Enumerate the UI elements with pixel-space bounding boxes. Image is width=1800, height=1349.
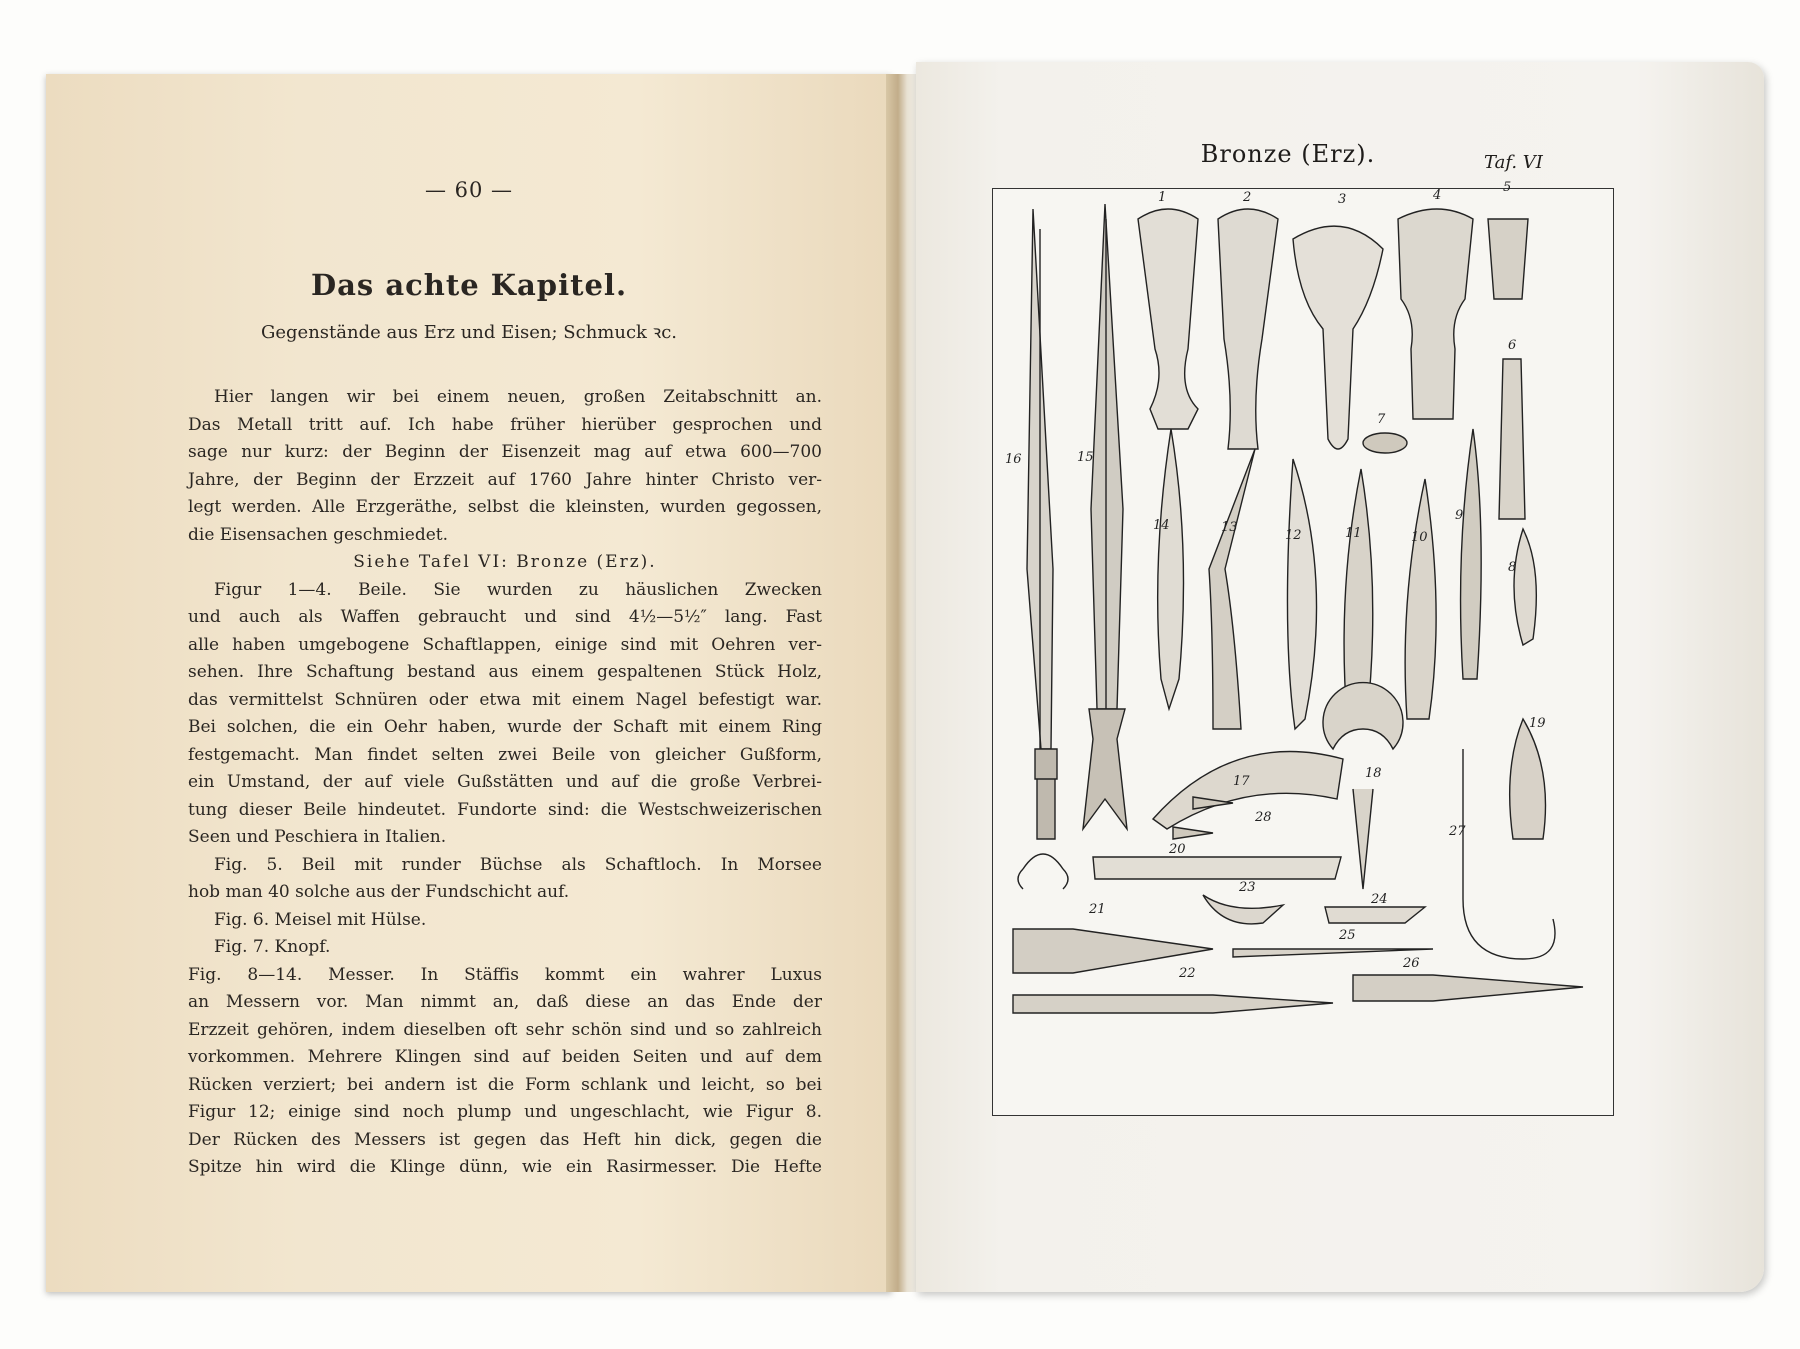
text-line: und auch als Waffen gebraucht und sind 4½—5½″ lang. Fast xyxy=(188,607,822,627)
spear-26 xyxy=(1353,975,1583,1001)
text-line: Das Metall tritt auf. Ich habe früher hierüber gesprochen und xyxy=(188,414,822,435)
fig-number: 25 xyxy=(1339,928,1356,943)
socketed-axe-5 xyxy=(1488,219,1528,299)
fig-number: 26 xyxy=(1403,956,1420,971)
razor-23 xyxy=(1203,895,1283,924)
chapter-subtitle: Gegenstände aus Erz und Eisen; Schmuck ꝛc. xyxy=(260,322,678,343)
fig-number: 12 xyxy=(1285,528,1302,543)
spearhead-19 xyxy=(1510,719,1546,839)
text-line: die Eisensachen geschmiedet. xyxy=(188,524,449,545)
fig-number: 27 xyxy=(1449,824,1466,839)
fig-number: 28 xyxy=(1255,810,1272,825)
fig-number: 17 xyxy=(1233,774,1250,789)
fig-number: 9 xyxy=(1455,508,1464,523)
fig-number: 21 xyxy=(1089,902,1106,917)
fig-number: 2 xyxy=(1243,190,1252,205)
bronze-plate-illustration xyxy=(992,180,1614,1116)
text-line: Fig. 7. Knopf. xyxy=(214,937,331,957)
left-page xyxy=(46,74,892,1292)
text-line: Erzzeit gehören, indem dieselben oft sehr schön sind und so zahlreich xyxy=(188,1019,822,1040)
text-line: Fig. 5. Beil mit runder Büchse als Schaftloch. In Morsee xyxy=(214,854,822,875)
fig-number: 13 xyxy=(1221,520,1238,535)
axe-3 xyxy=(1293,226,1383,449)
plate-tag: Taf. VI xyxy=(1484,152,1543,173)
fig-number: 20 xyxy=(1169,842,1186,857)
text-line: Spitze hin wird die Klinge dünn, wie ein Rasirmesser. Die Hefte xyxy=(188,1157,822,1177)
text-line: hob man 40 solche aus der Fundschicht auf. xyxy=(188,882,570,902)
text-line: an Messern vor. Man nimmt an, daß diese an das Ende der xyxy=(188,992,822,1012)
fig-number: 6 xyxy=(1508,338,1517,353)
axe-1 xyxy=(1138,209,1198,429)
fig-number: 24 xyxy=(1371,892,1388,907)
knife-9 xyxy=(1461,429,1482,679)
chisel-6 xyxy=(1499,359,1525,519)
text-line: Figur 1—4. Beile. Sie wurden zu häuslichen Zwecken xyxy=(214,579,822,600)
knife-11 xyxy=(1344,469,1373,719)
text-line: vorkommen. Mehrere Klingen sind auf beiden Seiten und auf dem xyxy=(188,1047,822,1067)
text-line: Bei solchen, die ein Oehr haben, wurde der Schaft mit einem Ring xyxy=(188,717,822,737)
plate-drawing xyxy=(993,180,1613,1115)
text-line: Rücken verziert; bei andern ist die Form schlank und leicht, so bei xyxy=(188,1074,822,1095)
text-line: Fig. 6. Meisel mit Hülse. xyxy=(214,909,427,930)
text-line: tung dieser Beile hindeutet. Fundorte sind: die Westschweizerischen xyxy=(188,799,822,820)
body-text xyxy=(188,384,822,1182)
text-line: alle haben umgebogene Schaftlappen, einige sind mit Oehren ver- xyxy=(188,634,822,655)
plate-title: Bronze (Erz). xyxy=(1200,140,1376,168)
text-line: Jahre, der Beginn der Erzzeit auf 1760 Jahre hinter Christo ver- xyxy=(188,469,822,490)
knife-10 xyxy=(1405,479,1436,719)
fig-number: 7 xyxy=(1377,412,1386,427)
text-line: Siehe Tafel VI: Bronze (Erz). xyxy=(353,552,657,572)
text-line: Fig. 8—14. Messer. In Stäffis kommt ein wahrer Luxus xyxy=(188,964,822,985)
text-line: sehen. Ihre Schaftung bestand aus einem gespaltenen Stück Holz, xyxy=(188,662,822,682)
fig-number: 1 xyxy=(1158,190,1167,205)
sickle-17 xyxy=(1153,752,1343,830)
button-7 xyxy=(1363,433,1407,453)
axe-4 xyxy=(1398,209,1473,419)
text-line: festgemacht. Man findet selten zwei Beile von gleicher Gußform, xyxy=(188,744,822,765)
spear-22 xyxy=(1013,995,1333,1013)
fig-number: 23 xyxy=(1239,880,1256,895)
knife-8 xyxy=(1514,529,1536,645)
fig-number: 22 xyxy=(1179,966,1196,981)
fig-number: 16 xyxy=(1005,452,1022,467)
text-line: Der Rücken des Messers ist gegen das Heft hin dick, gegen die xyxy=(188,1129,822,1150)
fig-number: 4 xyxy=(1433,188,1442,203)
fig-number: 5 xyxy=(1503,180,1512,195)
knife-14 xyxy=(1158,429,1184,709)
fig-number: 18 xyxy=(1365,766,1382,781)
fig-number: 10 xyxy=(1411,530,1428,545)
text-line: Seen und Peschiera in Italien. xyxy=(188,827,447,847)
text-line: sage nur kurz: der Beginn der Eisenzeit mag auf etwa 600—700 xyxy=(188,442,822,462)
text-line: ein Umstand, der auf viele Gußstätten und auf die große Verbrei- xyxy=(188,772,822,792)
razor-24 xyxy=(1325,907,1425,923)
fig-number: 19 xyxy=(1529,716,1546,731)
fig-number: 3 xyxy=(1338,192,1347,207)
text-line: Hier langen wir bei einem neuen, großen Zeitabschnitt an. xyxy=(214,387,822,407)
text-line: das vermittelst Schnüren oder etwa mit einem Nagel befestigt war. xyxy=(188,689,822,710)
axe-2 xyxy=(1218,209,1278,449)
sword-15 xyxy=(1091,204,1123,709)
knife-12 xyxy=(1287,459,1316,729)
page-number: — 60 — xyxy=(424,178,514,202)
text-line: Figur 12; einige sind noch plump und ungeschlacht, wie Figur 8. xyxy=(188,1102,822,1122)
fig-number: 11 xyxy=(1345,526,1362,541)
fig-number: 14 xyxy=(1153,518,1170,533)
fig-number: 15 xyxy=(1077,450,1094,465)
book-gutter xyxy=(886,74,916,1292)
saw-20 xyxy=(1093,857,1341,879)
text-line: legt werden. Alle Erzgeräthe, selbst die kleinsten, wurden gegossen, xyxy=(188,497,822,517)
knife-13 xyxy=(1209,449,1255,729)
chapter-title: Das achte Kapitel. xyxy=(310,268,628,302)
fig-number: 8 xyxy=(1508,560,1517,575)
